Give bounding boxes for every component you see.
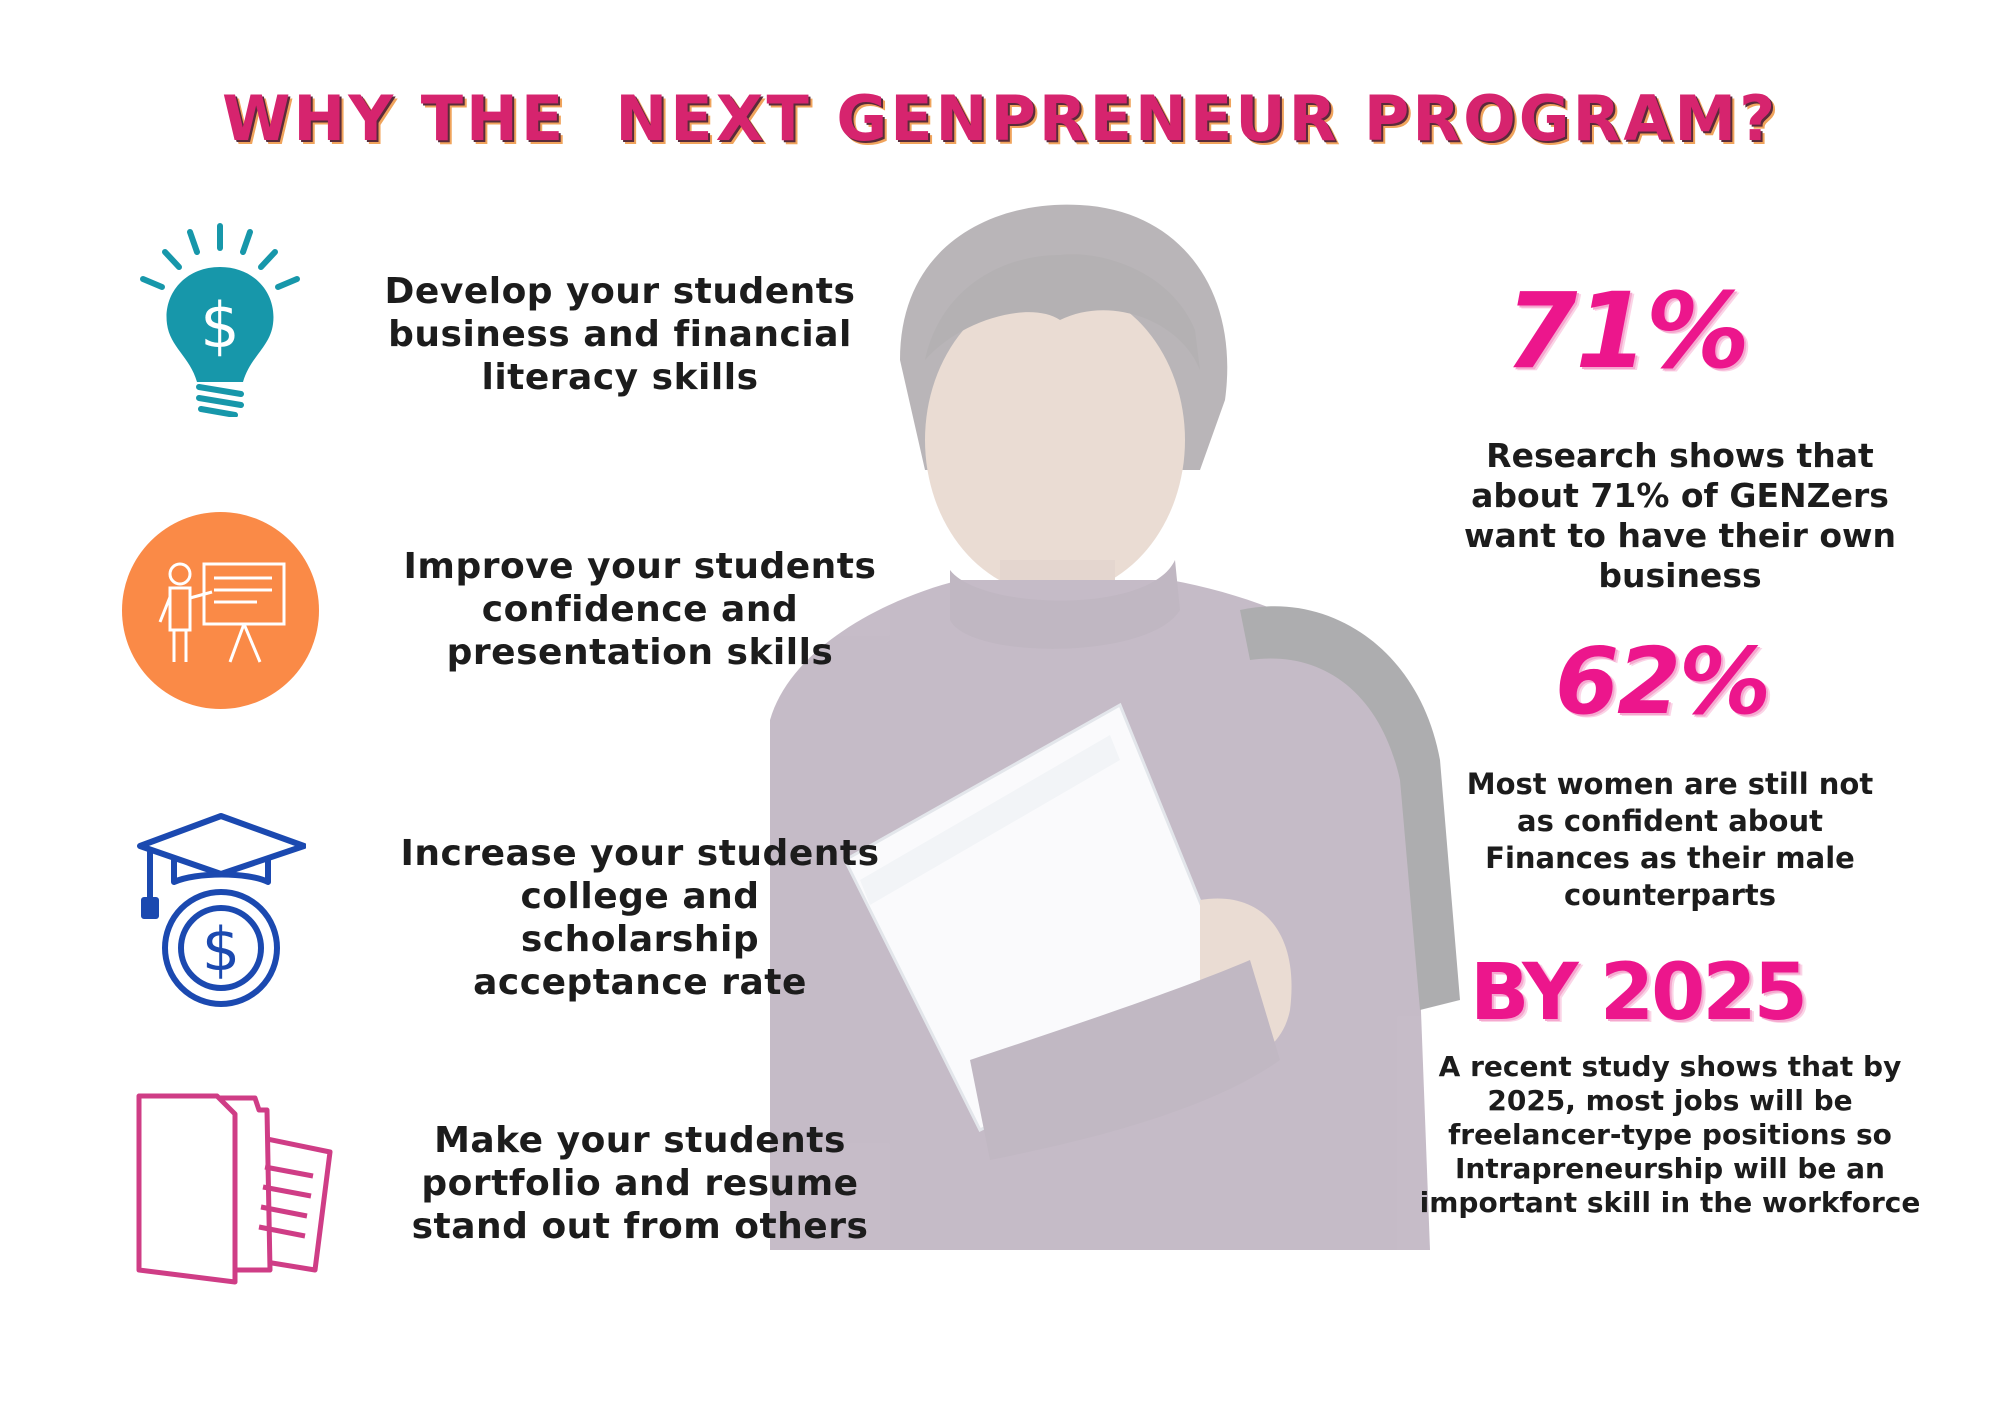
benefit-text-confidence: Improve your students confidence and presentation skills (403, 546, 877, 673)
stat-62-percent: 62% (1555, 628, 1770, 735)
benefit-text-portfolio: Make your students portfolio and resume stand out from others (411, 1120, 869, 1247)
svg-text:$: $ (201, 915, 241, 985)
graduation-cap-dollar-icon (136, 812, 306, 1012)
stat-62-note: Most women are still not as confident about Finances as their male counterparts (1466, 767, 1874, 912)
portfolio-folder-icon (135, 1092, 335, 1287)
stat-71-percent: 71% (1505, 270, 1748, 392)
lightbulb-dollar-icon (135, 222, 305, 417)
benefit-text-college-acceptance: Increase your students college and scholarship acceptance rate (400, 833, 880, 1003)
svg-text:$: $ (200, 289, 240, 362)
stat-by-2025: BY 2025 (1470, 948, 1805, 1038)
page-title: WHY THE NEXT GENPRENEUR PROGRAM? (221, 82, 1779, 155)
stat-2025-note: A recent study shows that by 2025, most jobs will be freelancer-type positions so Intrapreneurship will be an important skill in the workforce (1419, 1050, 1921, 1219)
presentation-board-icon (122, 512, 319, 709)
stat-71-note: Research shows that about 71% of GENZers want to have their own business (1464, 436, 1896, 595)
benefit-text-financial-literacy: Develop your students business and financial literacy skills (384, 271, 856, 398)
